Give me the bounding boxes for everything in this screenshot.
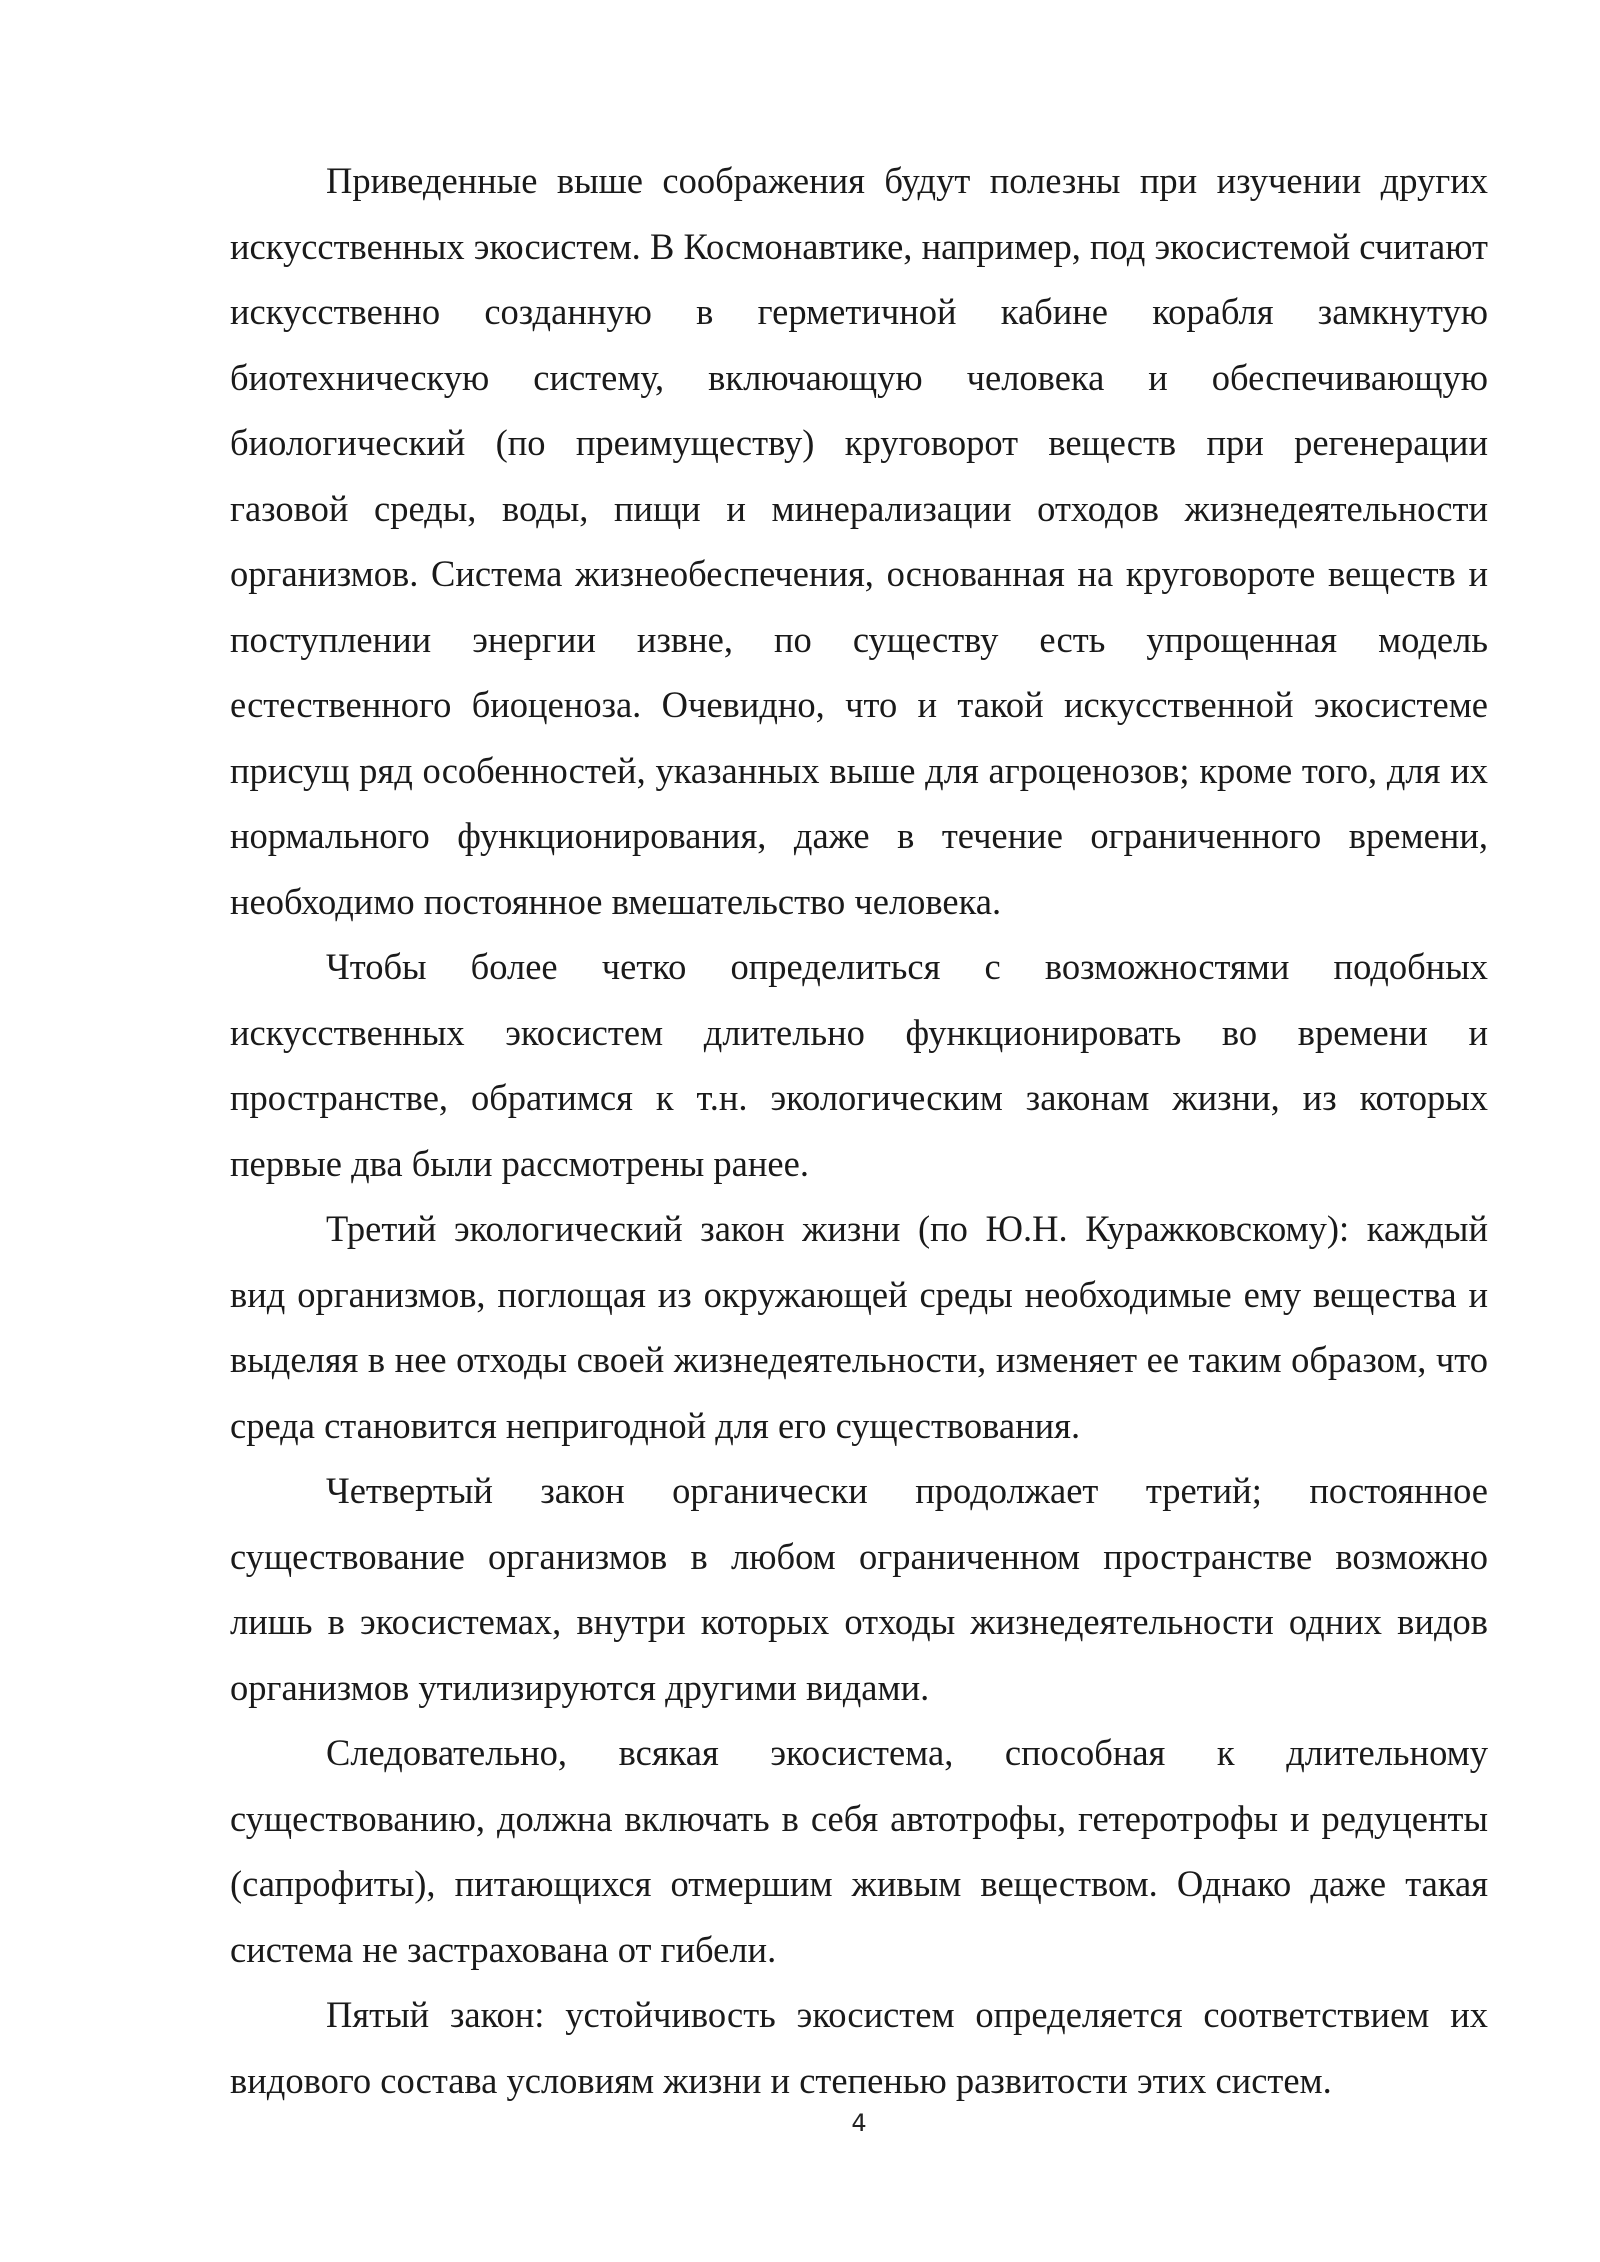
- paragraph-fifth-law: Пятый закон: устойчивость экосистем определяется соответствием их видового состава условиям жизни и степенью развитости этих систем.: [230, 1994, 1488, 2101]
- paragraph-ecological-laws-intro: Чтобы более четко определиться с возможностями подобных искусственных экосистем длительно функционировать во времени и пространстве, обратимся к т.н. экологическим законам жизни, из которых первые два были рассмотрены ранее.: [230, 946, 1488, 1184]
- page-number: 4: [851, 2109, 867, 2137]
- paragraph-third-law: Третий экологический закон жизни (по Ю.Н. Куражковскому): каждый вид организмов, поглощая из окружающей среды необходимые ему вещества и выделяя в нее отходы своей жизнедеятельности, изменяет ее таким образом, что среда становится непригодной для его существования.: [230, 1208, 1488, 1446]
- paragraph-consequence: Следовательно, всякая экосистема, способная к длительному существованию, должна включать в себя автотрофы, гетеротрофы и редуценты (сапрофиты), питающихся отмершим живым веществом. Однако даже такая система не застрахована от гибели.: [230, 1732, 1488, 1970]
- document-body: [230, 148, 1488, 2113]
- paragraph-artificial-ecosystems: Приведенные выше соображения будут полезны при изучении других искусственных экосистем. В Космонавтике, например, под экосистемой считают искусственно созданную в герметичной кабине корабля замкнутую биотехническую систему, включающую человека и обеспечивающую биологический (по преимуществу) круговорот веществ при регенерации газовой среды, воды, пищи и минерализации отходов жизнедеятельности организмов. Система жизнеобеспечения, основанная на круговороте веществ и поступлении энергии извне, по существу есть упрощенная модель естественного биоценоза. Очевидно, что и такой искусственной экосистеме присущ ряд особенностей, указанных выше для агроценозов; кроме того, для их нормального функционирования, даже в течение ограниченного времени, необходимо постоянное вмешательство человека.: [230, 160, 1488, 922]
- paragraph-fourth-law: Четвертый закон органически продолжает третий; постоянное существование организмов в любом ограниченном пространстве возможно лишь в экосистемах, внутри которых отходы жизнедеятельности одних видов организмов утилизируются другими видами.: [230, 1470, 1488, 1708]
